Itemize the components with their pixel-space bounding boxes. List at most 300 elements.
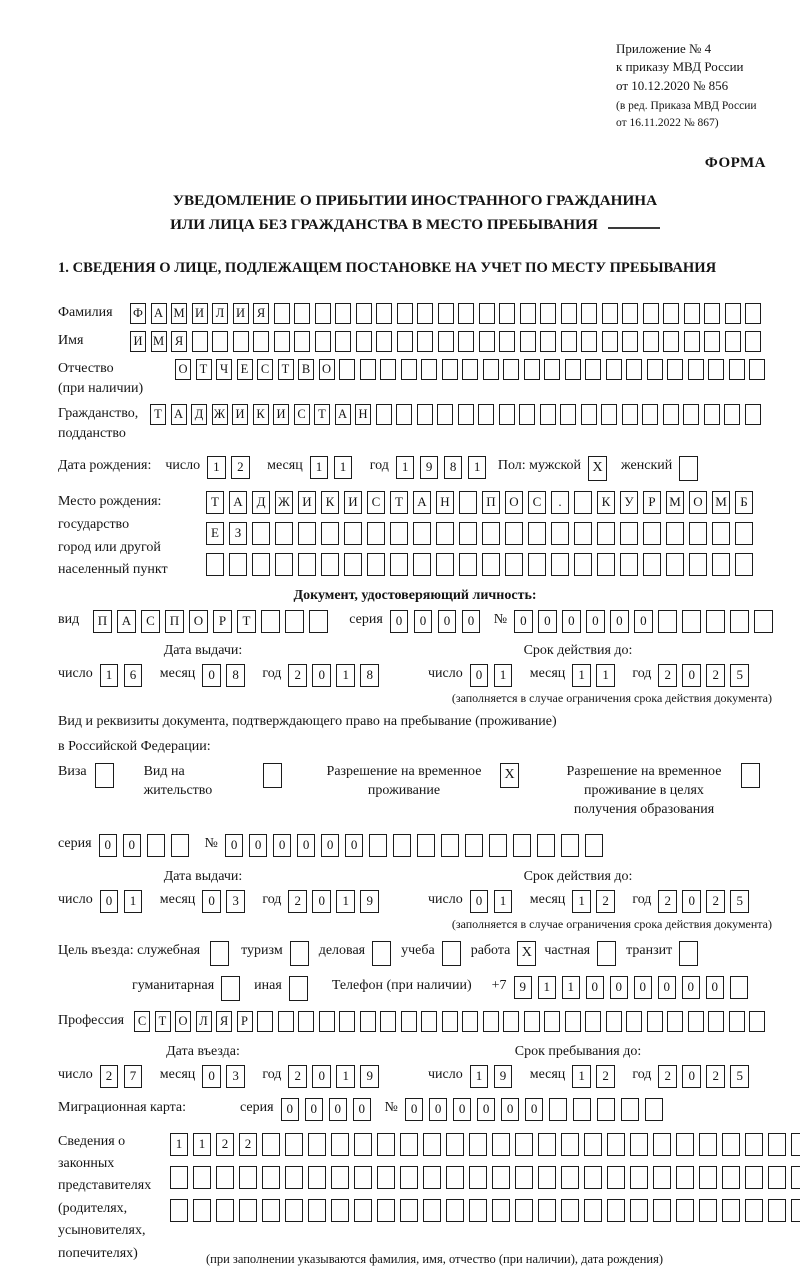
given-name-char-cell[interactable] — [602, 331, 618, 352]
legal-reps-char-cell[interactable] — [561, 1199, 579, 1222]
residence-issue-year-cell[interactable]: 1 — [336, 890, 355, 913]
legal-reps-char-cell[interactable] — [423, 1199, 441, 1222]
given-name-char-cell[interactable] — [704, 331, 720, 352]
stay-year-cell[interactable]: 2 — [658, 1065, 677, 1088]
birth-place-char-cell[interactable] — [252, 553, 270, 576]
birth-place-char-cell[interactable]: Т — [390, 491, 408, 514]
patronymic-char-cell[interactable] — [585, 359, 601, 380]
birth-place-char-cell[interactable] — [459, 522, 477, 545]
legal-reps-char-cell[interactable] — [722, 1166, 740, 1189]
phone-digit-cell[interactable] — [730, 976, 749, 999]
legal-reps-char-cell[interactable] — [768, 1166, 786, 1189]
profession-char-cell[interactable]: Т — [155, 1011, 171, 1032]
citizenship-char-cell[interactable] — [499, 404, 515, 425]
profession-char-cell[interactable] — [749, 1011, 765, 1032]
birth-day-cell[interactable]: 2 — [231, 456, 250, 479]
citizenship-char-cell[interactable] — [519, 404, 535, 425]
given-name-char-cell[interactable] — [561, 331, 577, 352]
birth-place-char-cell[interactable]: К — [321, 491, 339, 514]
surname-char-cell[interactable] — [540, 303, 556, 324]
legal-reps-char-cell[interactable] — [239, 1199, 257, 1222]
doc-number-cell[interactable] — [754, 610, 773, 633]
legal-reps-char-cell[interactable] — [285, 1166, 303, 1189]
gender-female-box[interactable] — [679, 456, 698, 481]
legal-reps-char-cell[interactable] — [446, 1166, 464, 1189]
doc-number-cell[interactable] — [658, 610, 677, 633]
residence-number-cell[interactable] — [585, 834, 604, 857]
visa-box[interactable] — [95, 763, 114, 788]
legal-reps-char-cell[interactable] — [170, 1166, 188, 1189]
legal-reps-char-cell[interactable] — [193, 1199, 211, 1222]
citizenship-char-cell[interactable] — [581, 404, 597, 425]
birth-place-char-cell[interactable] — [666, 553, 684, 576]
birth-place-char-cell[interactable] — [413, 553, 431, 576]
citizenship-char-cell[interactable]: Т — [150, 404, 166, 425]
birth-place-char-cell[interactable] — [367, 553, 385, 576]
birth-year-cell[interactable]: 1 — [468, 456, 487, 479]
residence-number-cell[interactable] — [417, 834, 436, 857]
residence-expiry-month-cell[interactable]: 1 — [572, 890, 591, 913]
legal-reps-char-cell[interactable] — [354, 1133, 372, 1156]
profession-char-cell[interactable] — [339, 1011, 355, 1032]
citizenship-char-cell[interactable] — [622, 404, 638, 425]
patronymic-char-cell[interactable] — [708, 359, 724, 380]
citizenship-char-cell[interactable]: И — [273, 404, 289, 425]
given-name-char-cell[interactable] — [479, 331, 495, 352]
migration-number-cell[interactable] — [645, 1098, 664, 1121]
patronymic-char-cell[interactable] — [462, 359, 478, 380]
citizenship-char-cell[interactable] — [601, 404, 617, 425]
birth-place-char-cell[interactable] — [344, 553, 362, 576]
gender-male-box[interactable]: X — [588, 456, 607, 481]
given-name-char-cell[interactable] — [663, 331, 679, 352]
legal-reps-char-cell[interactable] — [538, 1199, 556, 1222]
doc-series-cell[interactable]: 0 — [438, 610, 457, 633]
profession-char-cell[interactable] — [565, 1011, 581, 1032]
birth-place-char-cell[interactable] — [459, 553, 477, 576]
migration-series-cell[interactable]: 0 — [329, 1098, 348, 1121]
legal-reps-char-cell[interactable] — [676, 1133, 694, 1156]
patronymic-char-cell[interactable] — [524, 359, 540, 380]
citizenship-char-cell[interactable] — [642, 404, 658, 425]
patronymic-char-cell[interactable] — [544, 359, 560, 380]
migration-series-cell[interactable]: 0 — [281, 1098, 300, 1121]
given-name-char-cell[interactable] — [376, 331, 392, 352]
legal-reps-char-cell[interactable] — [607, 1199, 625, 1222]
stay-year-cell[interactable]: 5 — [730, 1065, 749, 1088]
given-name-char-cell[interactable] — [745, 331, 761, 352]
residence-number-cell[interactable] — [465, 834, 484, 857]
citizenship-char-cell[interactable] — [704, 404, 720, 425]
profession-char-cell[interactable] — [667, 1011, 683, 1032]
doc-number-cell[interactable] — [706, 610, 725, 633]
phone-digit-cell[interactable]: 0 — [586, 976, 605, 999]
profession-char-cell[interactable]: Р — [237, 1011, 253, 1032]
legal-reps-char-cell[interactable] — [262, 1133, 280, 1156]
legal-reps-char-cell[interactable] — [515, 1133, 533, 1156]
legal-reps-char-cell[interactable] — [377, 1199, 395, 1222]
legal-reps-char-cell[interactable] — [285, 1133, 303, 1156]
doc-issue-year-cell[interactable]: 2 — [288, 664, 307, 687]
legal-reps-char-cell[interactable] — [653, 1133, 671, 1156]
legal-reps-char-cell[interactable] — [262, 1166, 280, 1189]
doc-issue-month-cell[interactable]: 8 — [226, 664, 245, 687]
citizenship-char-cell[interactable]: А — [335, 404, 351, 425]
legal-reps-char-cell[interactable] — [354, 1199, 372, 1222]
birth-year-cell[interactable]: 9 — [420, 456, 439, 479]
doc-type-char-cell[interactable]: О — [189, 610, 208, 633]
citizenship-char-cell[interactable] — [560, 404, 576, 425]
residence-issue-year-cell[interactable]: 2 — [288, 890, 307, 913]
residence-number-cell[interactable] — [561, 834, 580, 857]
purpose-humanitarian-box[interactable] — [221, 976, 240, 1001]
surname-char-cell[interactable] — [356, 303, 372, 324]
citizenship-char-cell[interactable]: Ж — [212, 404, 228, 425]
patronymic-char-cell[interactable]: Т — [196, 359, 212, 380]
given-name-char-cell[interactable] — [499, 331, 515, 352]
birth-place-char-cell[interactable] — [643, 522, 661, 545]
birth-place-char-cell[interactable] — [574, 522, 592, 545]
legal-reps-char-cell[interactable] — [193, 1166, 211, 1189]
surname-char-cell[interactable]: М — [171, 303, 187, 324]
birth-place-char-cell[interactable]: У — [620, 491, 638, 514]
patronymic-char-cell[interactable]: Ч — [216, 359, 232, 380]
stay-month-cell[interactable]: 2 — [596, 1065, 615, 1088]
citizenship-char-cell[interactable]: С — [294, 404, 310, 425]
birth-place-char-cell[interactable] — [459, 491, 477, 514]
residence-number-cell[interactable] — [441, 834, 460, 857]
given-name-char-cell[interactable]: И — [130, 331, 146, 352]
doc-type-char-cell[interactable]: Р — [213, 610, 232, 633]
surname-char-cell[interactable]: Л — [212, 303, 228, 324]
birth-day-cell[interactable]: 1 — [207, 456, 226, 479]
surname-char-cell[interactable] — [479, 303, 495, 324]
birth-place-char-cell[interactable]: З — [229, 522, 247, 545]
patronymic-char-cell[interactable] — [421, 359, 437, 380]
legal-reps-char-cell[interactable] — [423, 1133, 441, 1156]
patronymic-char-cell[interactable] — [503, 359, 519, 380]
surname-char-cell[interactable]: А — [151, 303, 167, 324]
purpose-transit-box[interactable] — [679, 941, 698, 966]
given-name-char-cell[interactable] — [294, 331, 310, 352]
legal-reps-char-cell[interactable] — [354, 1166, 372, 1189]
patronymic-char-cell[interactable] — [606, 359, 622, 380]
given-name-char-cell[interactable] — [643, 331, 659, 352]
surname-char-cell[interactable] — [704, 303, 720, 324]
legal-reps-char-cell[interactable]: 2 — [239, 1133, 257, 1156]
legal-reps-char-cell[interactable] — [308, 1199, 326, 1222]
citizenship-char-cell[interactable]: Н — [355, 404, 371, 425]
surname-char-cell[interactable] — [274, 303, 290, 324]
doc-expiry-day-cell[interactable]: 0 — [470, 664, 489, 687]
legal-reps-char-cell[interactable] — [584, 1133, 602, 1156]
legal-reps-char-cell[interactable] — [561, 1133, 579, 1156]
migration-number-cell[interactable] — [621, 1098, 640, 1121]
residence-expiry-year-cell[interactable]: 5 — [730, 890, 749, 913]
profession-char-cell[interactable] — [585, 1011, 601, 1032]
purpose-tourism-box[interactable] — [290, 941, 309, 966]
birth-place-char-cell[interactable]: П — [482, 491, 500, 514]
birth-place-char-cell[interactable] — [413, 522, 431, 545]
birth-place-char-cell[interactable] — [666, 522, 684, 545]
residence-number-cell[interactable]: 0 — [345, 834, 364, 857]
residence-issue-year-cell[interactable]: 0 — [312, 890, 331, 913]
doc-expiry-year-cell[interactable]: 5 — [730, 664, 749, 687]
birth-place-char-cell[interactable] — [367, 522, 385, 545]
birth-place-char-cell[interactable]: Е — [206, 522, 224, 545]
given-name-char-cell[interactable] — [622, 331, 638, 352]
migration-number-cell[interactable] — [573, 1098, 592, 1121]
legal-reps-char-cell[interactable] — [469, 1166, 487, 1189]
profession-char-cell[interactable] — [462, 1011, 478, 1032]
doc-issue-year-cell[interactable]: 8 — [360, 664, 379, 687]
given-name-char-cell[interactable] — [212, 331, 228, 352]
profession-char-cell[interactable] — [688, 1011, 704, 1032]
residence-expiry-month-cell[interactable]: 2 — [596, 890, 615, 913]
residence-expiry-day-cell[interactable]: 1 — [494, 890, 513, 913]
profession-char-cell[interactable] — [483, 1011, 499, 1032]
residence-permit-box[interactable] — [263, 763, 282, 788]
residence-expiry-day-cell[interactable]: 0 — [470, 890, 489, 913]
surname-char-cell[interactable] — [438, 303, 454, 324]
entry-year-cell[interactable]: 0 — [312, 1065, 331, 1088]
birth-place-char-cell[interactable] — [390, 522, 408, 545]
birth-place-char-cell[interactable]: И — [298, 491, 316, 514]
residence-series-cell[interactable] — [147, 834, 166, 857]
legal-reps-char-cell[interactable] — [423, 1166, 441, 1189]
birth-place-char-cell[interactable]: О — [689, 491, 707, 514]
migration-number-cell[interactable] — [597, 1098, 616, 1121]
citizenship-char-cell[interactable] — [417, 404, 433, 425]
profession-char-cell[interactable] — [442, 1011, 458, 1032]
birth-place-char-cell[interactable] — [436, 522, 454, 545]
surname-char-cell[interactable] — [643, 303, 659, 324]
residence-issue-month-cell[interactable]: 3 — [226, 890, 245, 913]
profession-char-cell[interactable]: О — [175, 1011, 191, 1032]
doc-number-cell[interactable]: 0 — [514, 610, 533, 633]
patronymic-char-cell[interactable] — [565, 359, 581, 380]
surname-char-cell[interactable] — [376, 303, 392, 324]
residence-expiry-year-cell[interactable]: 2 — [706, 890, 725, 913]
doc-expiry-month-cell[interactable]: 1 — [596, 664, 615, 687]
surname-char-cell[interactable] — [725, 303, 741, 324]
stay-day-cell[interactable]: 9 — [494, 1065, 513, 1088]
surname-char-cell[interactable]: И — [192, 303, 208, 324]
entry-day-cell[interactable]: 2 — [100, 1065, 119, 1088]
birth-place-char-cell[interactable] — [574, 553, 592, 576]
citizenship-char-cell[interactable]: К — [253, 404, 269, 425]
profession-char-cell[interactable] — [401, 1011, 417, 1032]
doc-number-cell[interactable]: 0 — [562, 610, 581, 633]
profession-char-cell[interactable] — [298, 1011, 314, 1032]
birth-place-char-cell[interactable] — [689, 522, 707, 545]
birth-year-cell[interactable]: 1 — [396, 456, 415, 479]
birth-place-char-cell[interactable] — [620, 522, 638, 545]
doc-type-char-cell[interactable] — [309, 610, 328, 633]
doc-issue-month-cell[interactable]: 0 — [202, 664, 221, 687]
given-name-char-cell[interactable] — [458, 331, 474, 352]
legal-reps-char-cell[interactable] — [722, 1133, 740, 1156]
surname-char-cell[interactable] — [663, 303, 679, 324]
profession-char-cell[interactable] — [606, 1011, 622, 1032]
birth-place-char-cell[interactable] — [505, 522, 523, 545]
residence-series-cell[interactable]: 0 — [123, 834, 142, 857]
legal-reps-char-cell[interactable] — [630, 1166, 648, 1189]
legal-reps-char-cell[interactable] — [492, 1133, 510, 1156]
residence-issue-day-cell[interactable]: 1 — [124, 890, 143, 913]
legal-reps-char-cell[interactable] — [630, 1199, 648, 1222]
doc-number-cell[interactable]: 0 — [538, 610, 557, 633]
birth-place-char-cell[interactable] — [643, 553, 661, 576]
legal-reps-char-cell[interactable] — [745, 1199, 763, 1222]
legal-reps-char-cell[interactable]: 2 — [216, 1133, 234, 1156]
birth-place-char-cell[interactable] — [390, 553, 408, 576]
doc-type-char-cell[interactable]: С — [141, 610, 160, 633]
given-name-char-cell[interactable] — [540, 331, 556, 352]
phone-digit-cell[interactable]: 0 — [634, 976, 653, 999]
birth-place-char-cell[interactable]: М — [666, 491, 684, 514]
surname-char-cell[interactable]: Ф — [130, 303, 146, 324]
birth-place-char-cell[interactable]: Б — [735, 491, 753, 514]
patronymic-char-cell[interactable] — [339, 359, 355, 380]
profession-char-cell[interactable] — [708, 1011, 724, 1032]
surname-char-cell[interactable] — [684, 303, 700, 324]
legal-reps-char-cell[interactable] — [331, 1166, 349, 1189]
doc-issue-day-cell[interactable]: 6 — [124, 664, 143, 687]
given-name-char-cell[interactable] — [335, 331, 351, 352]
birth-place-char-cell[interactable] — [528, 553, 546, 576]
birth-place-char-cell[interactable] — [252, 522, 270, 545]
patronymic-char-cell[interactable]: Е — [237, 359, 253, 380]
residence-series-cell[interactable] — [171, 834, 190, 857]
legal-reps-char-cell[interactable] — [676, 1166, 694, 1189]
patronymic-char-cell[interactable]: О — [175, 359, 191, 380]
doc-type-char-cell[interactable]: А — [117, 610, 136, 633]
doc-series-cell[interactable]: 0 — [414, 610, 433, 633]
patronymic-char-cell[interactable]: В — [298, 359, 314, 380]
migration-number-cell[interactable]: 0 — [501, 1098, 520, 1121]
residence-number-cell[interactable] — [393, 834, 412, 857]
doc-expiry-day-cell[interactable]: 1 — [494, 664, 513, 687]
patronymic-char-cell[interactable] — [729, 359, 745, 380]
temp-residence-education-box[interactable] — [741, 763, 760, 788]
entry-month-cell[interactable]: 3 — [226, 1065, 245, 1088]
given-name-char-cell[interactable] — [581, 331, 597, 352]
legal-reps-char-cell[interactable] — [492, 1199, 510, 1222]
surname-char-cell[interactable] — [622, 303, 638, 324]
temp-residence-box[interactable]: X — [500, 763, 519, 788]
citizenship-char-cell[interactable] — [437, 404, 453, 425]
citizenship-char-cell[interactable] — [724, 404, 740, 425]
given-name-char-cell[interactable] — [192, 331, 208, 352]
citizenship-char-cell[interactable] — [376, 404, 392, 425]
doc-number-cell[interactable]: 0 — [634, 610, 653, 633]
birth-place-char-cell[interactable] — [528, 522, 546, 545]
patronymic-char-cell[interactable]: О — [319, 359, 335, 380]
residence-number-cell[interactable]: 0 — [225, 834, 244, 857]
patronymic-char-cell[interactable] — [380, 359, 396, 380]
birth-place-char-cell[interactable] — [574, 491, 592, 514]
profession-char-cell[interactable] — [421, 1011, 437, 1032]
doc-series-cell[interactable]: 0 — [462, 610, 481, 633]
legal-reps-char-cell[interactable] — [400, 1133, 418, 1156]
birth-place-char-cell[interactable]: А — [229, 491, 247, 514]
birth-place-char-cell[interactable] — [597, 522, 615, 545]
birth-place-char-cell[interactable] — [206, 553, 224, 576]
citizenship-char-cell[interactable]: Д — [191, 404, 207, 425]
surname-char-cell[interactable] — [499, 303, 515, 324]
profession-char-cell[interactable] — [278, 1011, 294, 1032]
citizenship-char-cell[interactable] — [745, 404, 761, 425]
legal-reps-char-cell[interactable] — [791, 1166, 800, 1189]
profession-char-cell[interactable]: С — [134, 1011, 150, 1032]
citizenship-char-cell[interactable]: И — [232, 404, 248, 425]
given-name-char-cell[interactable]: Я — [171, 331, 187, 352]
citizenship-char-cell[interactable] — [396, 404, 412, 425]
legal-reps-char-cell[interactable] — [768, 1133, 786, 1156]
migration-number-cell[interactable]: 0 — [477, 1098, 496, 1121]
profession-char-cell[interactable] — [257, 1011, 273, 1032]
birth-place-char-cell[interactable] — [735, 522, 753, 545]
residence-issue-month-cell[interactable]: 0 — [202, 890, 221, 913]
doc-issue-day-cell[interactable]: 1 — [100, 664, 119, 687]
legal-reps-char-cell[interactable] — [216, 1199, 234, 1222]
birth-place-char-cell[interactable] — [712, 522, 730, 545]
phone-digit-cell[interactable]: 0 — [658, 976, 677, 999]
residence-number-cell[interactable]: 0 — [273, 834, 292, 857]
purpose-study-box[interactable] — [442, 941, 461, 966]
residence-expiry-year-cell[interactable]: 2 — [658, 890, 677, 913]
birth-place-char-cell[interactable] — [689, 553, 707, 576]
entry-day-cell[interactable]: 7 — [124, 1065, 143, 1088]
legal-reps-char-cell[interactable] — [538, 1133, 556, 1156]
birth-place-char-cell[interactable] — [551, 553, 569, 576]
legal-reps-char-cell[interactable] — [538, 1166, 556, 1189]
purpose-official-box[interactable] — [210, 941, 229, 966]
surname-char-cell[interactable]: Я — [253, 303, 269, 324]
legal-reps-char-cell[interactable] — [722, 1199, 740, 1222]
migration-number-cell[interactable]: 0 — [429, 1098, 448, 1121]
legal-reps-char-cell[interactable] — [377, 1166, 395, 1189]
phone-digit-cell[interactable]: 0 — [706, 976, 725, 999]
doc-issue-year-cell[interactable]: 1 — [336, 664, 355, 687]
birth-place-char-cell[interactable] — [298, 522, 316, 545]
given-name-char-cell[interactable] — [356, 331, 372, 352]
legal-reps-char-cell[interactable] — [446, 1199, 464, 1222]
profession-char-cell[interactable] — [380, 1011, 396, 1032]
birth-place-char-cell[interactable] — [551, 522, 569, 545]
legal-reps-char-cell[interactable] — [630, 1133, 648, 1156]
patronymic-char-cell[interactable] — [442, 359, 458, 380]
birth-place-char-cell[interactable]: И — [344, 491, 362, 514]
legal-reps-char-cell[interactable] — [745, 1166, 763, 1189]
birth-place-char-cell[interactable] — [482, 522, 500, 545]
legal-reps-char-cell[interactable] — [791, 1199, 800, 1222]
citizenship-char-cell[interactable] — [478, 404, 494, 425]
birth-year-cell[interactable]: 8 — [444, 456, 463, 479]
patronymic-char-cell[interactable] — [667, 359, 683, 380]
patronymic-char-cell[interactable] — [401, 359, 417, 380]
doc-expiry-year-cell[interactable]: 2 — [658, 664, 677, 687]
birth-place-char-cell[interactable] — [321, 553, 339, 576]
legal-reps-char-cell[interactable] — [699, 1166, 717, 1189]
legal-reps-char-cell[interactable] — [515, 1199, 533, 1222]
profession-char-cell[interactable] — [503, 1011, 519, 1032]
birth-place-char-cell[interactable]: С — [528, 491, 546, 514]
legal-reps-char-cell[interactable] — [699, 1199, 717, 1222]
migration-number-cell[interactable]: 0 — [405, 1098, 424, 1121]
legal-reps-char-cell[interactable] — [653, 1166, 671, 1189]
